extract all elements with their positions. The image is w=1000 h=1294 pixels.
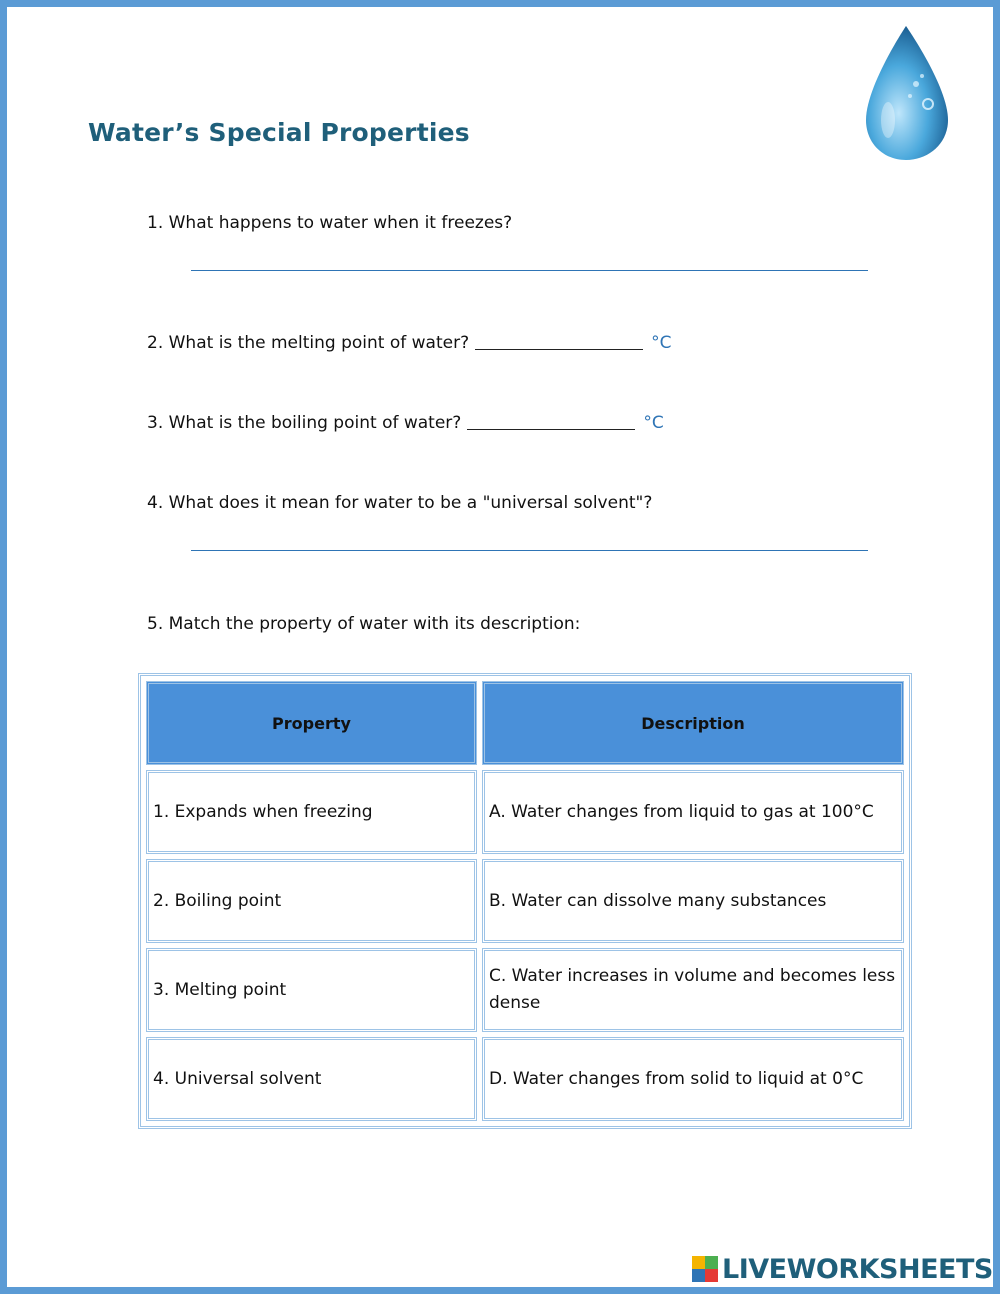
answer-line-4[interactable] xyxy=(191,550,868,551)
answer-line-1[interactable] xyxy=(191,270,868,271)
table-row xyxy=(146,948,904,1032)
description-cell: A. Water changes from liquid to gas at 100°C xyxy=(482,770,904,854)
description-cell: B. Water can dissolve many substances xyxy=(482,859,904,943)
table-header-row xyxy=(146,681,904,765)
table-row xyxy=(146,770,904,854)
header-property: Property xyxy=(146,681,477,765)
question-1: 1. What happens to water when it freezes? xyxy=(147,213,513,233)
question-2 xyxy=(147,333,671,353)
description-cell: D. Water changes from solid to liquid at 0°C xyxy=(482,1037,904,1121)
question-3-text: 3. What is the boiling point of water? xyxy=(147,413,462,433)
unit-celsius-3: °C xyxy=(643,413,664,433)
matching-table xyxy=(138,673,912,1129)
property-cell: 3. Melting point xyxy=(146,948,477,1032)
question-3 xyxy=(147,413,664,433)
answer-blank-2[interactable] xyxy=(475,349,643,350)
brand-name: LIVEWORKSHEETS xyxy=(722,1253,993,1285)
question-5: 5. Match the property of water with its description: xyxy=(147,614,581,634)
liveworksheets-brand xyxy=(692,1254,993,1284)
header-description: Description xyxy=(482,681,904,765)
property-cell: 1. Expands when freezing xyxy=(146,770,477,854)
description-cell: C. Water increases in volume and becomes less dense xyxy=(482,948,904,1032)
page-title: Water’s Special Properties xyxy=(88,118,470,147)
property-cell: 2. Boiling point xyxy=(146,859,477,943)
liveworksheets-logo-icon xyxy=(692,1256,718,1282)
property-cell: 4. Universal solvent xyxy=(146,1037,477,1121)
answer-blank-3[interactable] xyxy=(467,429,635,430)
table-row xyxy=(146,859,904,943)
water-drop-icon xyxy=(858,24,954,164)
table-row xyxy=(146,1037,904,1121)
question-2-text: 2. What is the melting point of water? xyxy=(147,333,470,353)
unit-celsius-2: °C xyxy=(651,333,672,353)
question-4: 4. What does it mean for water to be a "universal solvent"? xyxy=(147,493,653,513)
